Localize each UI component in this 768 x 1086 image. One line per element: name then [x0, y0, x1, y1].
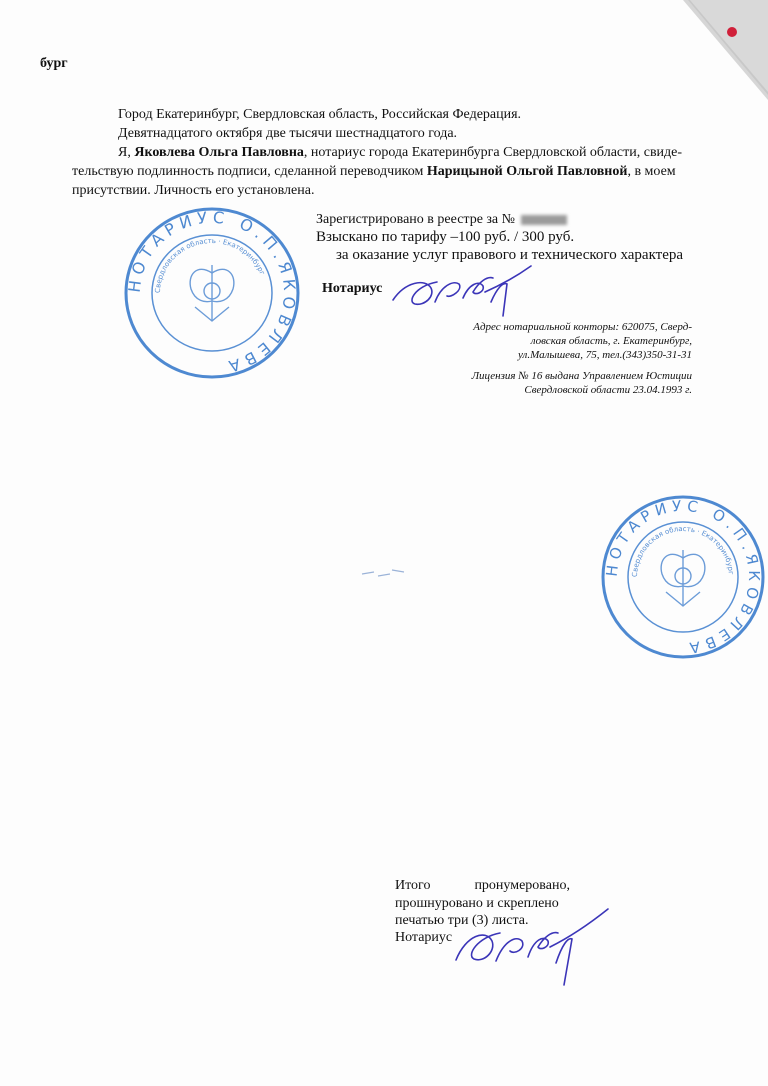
svg-text:Свердловская область · Екатери: Свердловская область · Екатеринбург — [630, 524, 735, 578]
notary-seal-1 — [117, 203, 307, 383]
office-address-3: ул.Малышева, 75, тел.(343)350-31-31 — [517, 349, 692, 361]
notary-label: Нотариус — [322, 281, 383, 296]
date-line: Девятнадцатого октября две тысячи шестнадцатого года. — [118, 126, 458, 141]
svg-text:НОТАРИУС О.П.ЯКОВЛЕВА: НОТАРИУС О.П.ЯКОВЛЕВА — [602, 496, 764, 658]
registry-line: Зарегистрировано в реестре за № — [316, 212, 567, 228]
office-address-1: Адрес нотариальной конторы: 620075, Сверд- — [473, 321, 692, 333]
services-line: за оказание услуг правового и технического характера — [336, 247, 684, 263]
notary-seal-2 — [598, 492, 768, 662]
notary-name: Яковлева Ольга Павловна — [134, 145, 304, 160]
office-address-2: ловская область, г. Екатеринбург, — [530, 335, 692, 347]
binding-line-1: Итого пронумеровано, — [395, 878, 570, 893]
binding-line-2: прошнуровано и скреплено — [395, 896, 559, 911]
notary-signature-1 — [385, 262, 535, 322]
certification-line-1: Я, Яковлева Ольга Павловна, нотариус города Екатеринбурга Свердловской области, свиде- — [118, 145, 683, 160]
translator-name: Нарицыной Ольгой Павловной — [426, 164, 628, 179]
binding-notary-label: Нотариус — [395, 930, 453, 945]
license-line-1: Лицензия № 16 выдана Управлением Юстиции — [471, 370, 692, 382]
svg-text:НОТАРИУС О.П.ЯКОВЛЕВА: НОТАРИУС О.П.ЯКОВЛЕВА — [124, 207, 300, 378]
header-fragment: бург — [40, 56, 68, 71]
fee-line: Взыскано по тарифу –100 руб. / 300 руб. — [316, 229, 575, 245]
certification-line-3: присутствии. Личность его установлена. — [72, 183, 315, 198]
license-line-2: Свердловской области 23.04.1993 г. — [524, 384, 692, 396]
certification-line-2: тельствую подлинность подписи, сделанной переводчиком Нарицыной Ольгой Павловной, в моем — [72, 164, 676, 179]
city-line: Город Екатеринбург, Свердловская область, Российская Федерация. — [118, 107, 522, 122]
faint-stamp-mark — [360, 562, 410, 582]
redacted-number — [521, 215, 567, 225]
folded-corner — [628, 0, 768, 110]
notary-signature-2 — [448, 905, 613, 990]
svg-text:Свердловская область · Екатери: Свердловская область · Екатеринбург — [153, 236, 267, 294]
binding-line-3: печатью три (3) листа. — [395, 913, 529, 928]
